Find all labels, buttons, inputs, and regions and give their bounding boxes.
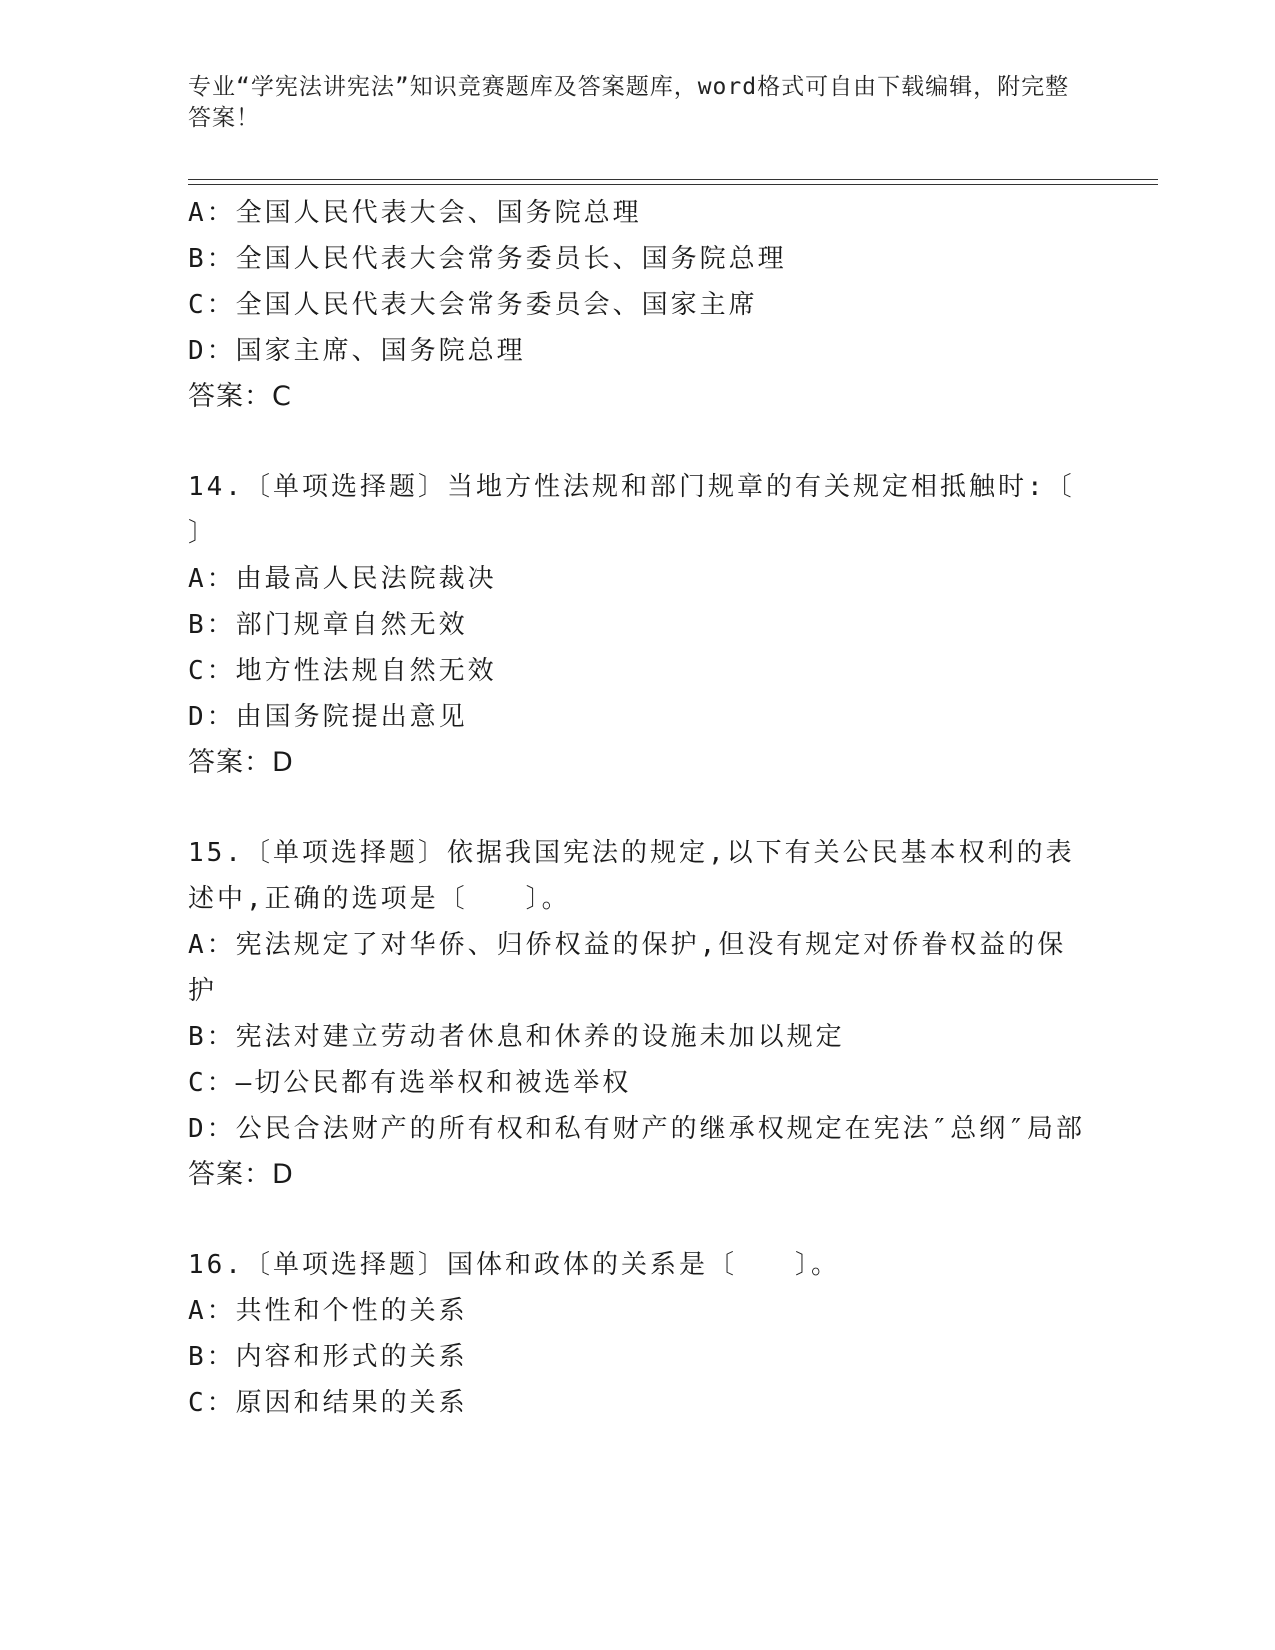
answer: 答案：C	[188, 381, 292, 412]
header-divider-top	[188, 179, 1158, 180]
option-a: A：由最高人民法院裁决	[188, 564, 497, 594]
header-divider-bottom	[188, 184, 1158, 185]
option-b: B：内容和形式的关系	[188, 1342, 468, 1372]
option-d: D：公民合法财产的所有权和私有财产的继承权规定在宪法″总纲″局部	[188, 1114, 1085, 1144]
answer: 答案：D	[188, 747, 294, 778]
question-16	[188, 1242, 1088, 1426]
option-d: D：由国务院提出意见	[188, 702, 468, 732]
option-a: A：共性和个性的关系	[188, 1296, 468, 1326]
option-a: A：全国人民代表大会、国务院总理	[188, 198, 642, 228]
question-text: 14.〔单项选择题〕当地方性法规和部门规章的有关规定相抵触时:〔 〕	[188, 472, 1075, 548]
option-c: C：全国人民代表大会常务委员会、国家主席	[188, 290, 758, 320]
question-13-continued	[188, 190, 1088, 420]
document-body	[188, 190, 1088, 1426]
option-b: B：部门规章自然无效	[188, 610, 468, 640]
question-15	[188, 830, 1088, 1198]
option-c: C：原因和结果的关系	[188, 1388, 468, 1418]
option-d: D：国家主席、国务院总理	[188, 336, 526, 366]
answer: 答案：D	[188, 1159, 294, 1190]
option-b: B：宪法对建立劳动者休息和休养的设施未加以规定	[188, 1022, 845, 1052]
option-a: A：宪法规定了对华侨、归侨权益的保护,但没有规定对侨眷权益的保护	[188, 930, 1067, 1006]
option-b: B：全国人民代表大会常务委员长、国务院总理	[188, 244, 787, 274]
question-14	[188, 464, 1088, 786]
question-text: 16.〔单项选择题〕国体和政体的关系是〔 〕。	[188, 1250, 840, 1280]
document-header: 专业“学宪法讲宪法”知识竞赛题库及答案题库，word格式可自由下载编辑，附完整答案！	[188, 74, 1070, 131]
option-c: C：地方性法规自然无效	[188, 656, 497, 686]
option-c: C：—切公民都有选举权和被选举权	[188, 1068, 632, 1098]
question-text: 15.〔单项选择题〕依据我国宪法的规定,以下有关公民基本权利的表述中,正确的选项是〔 〕。	[188, 838, 1075, 914]
